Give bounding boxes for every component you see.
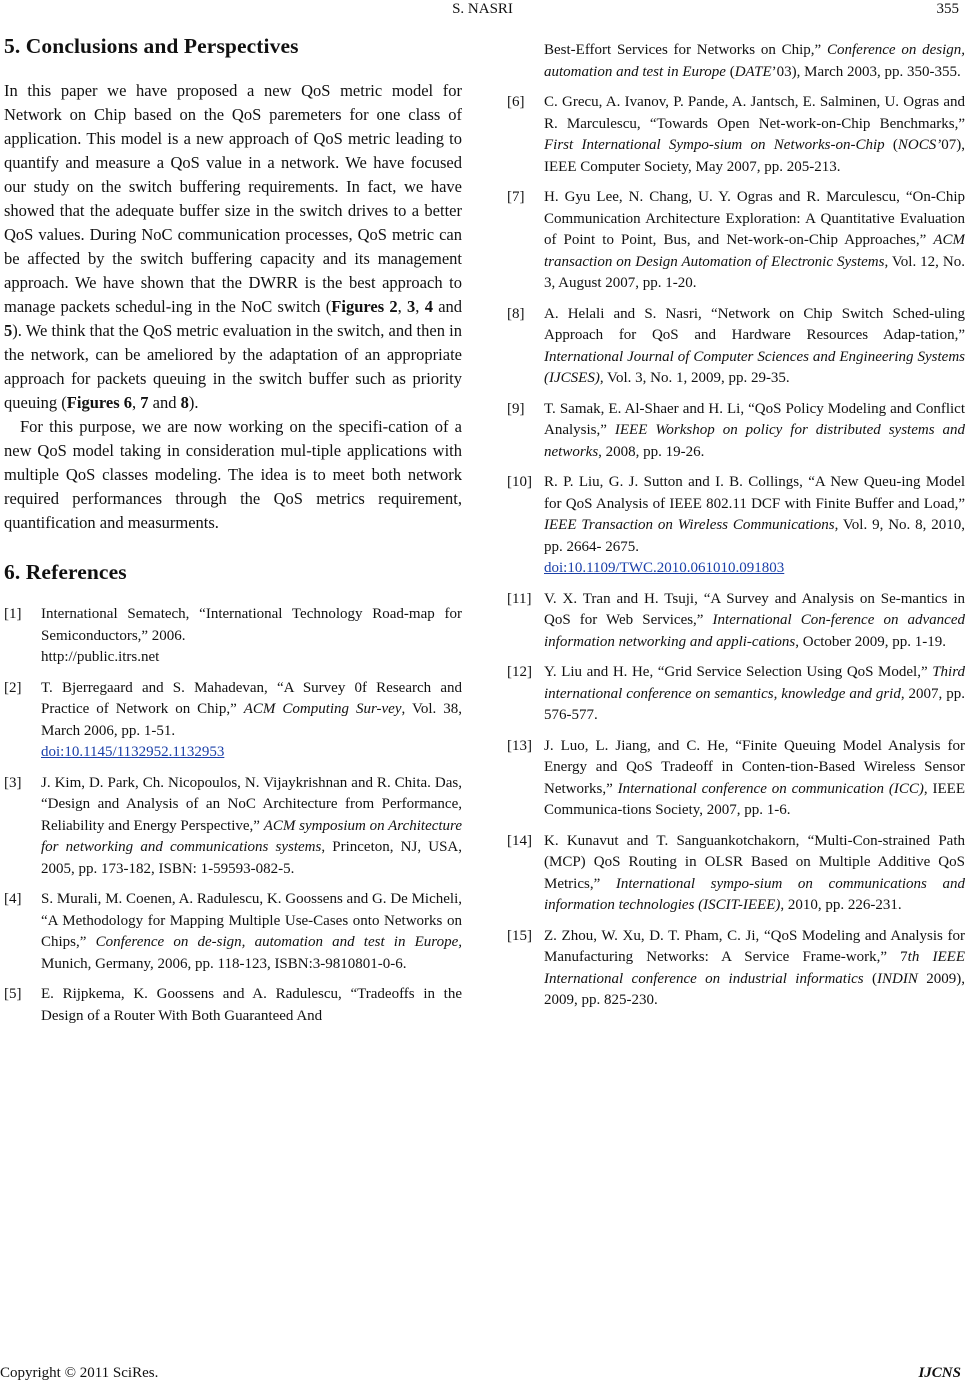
footer-copyright: Copyright © 2011 SciRes. (0, 1365, 159, 1381)
reference-text (41, 889, 462, 975)
text-run: , (132, 393, 141, 412)
reference-text (41, 984, 462, 1027)
text-run: Y. Liu and H. He, “Grid Service Selection Using QoS Model,” (544, 664, 933, 680)
text-run: , Vol. 9, No. 8, 2010, pp. 2664- 2675. (544, 517, 965, 555)
reference-number: [5] (4, 986, 22, 1002)
text-run: R. P. Liu, G. J. Sutton and I. B. Collings, “A New Queu-ing Model for QoS Analysis of IEEE 802.11 DCF with Finite Buffer and Load,” (544, 474, 965, 512)
reference-text (544, 926, 965, 1012)
text-run: NOCS’ (897, 137, 942, 153)
page-number: 355 (936, 1, 959, 17)
text-run: H. Gyu Lee, N. Chang, U. Y. Ogras and R. Marculescu, “On-Chip Communication Architecture Exploration: A Quantitative Evaluation of Point to Point, Bus, and Net-work-on-Chip Approaches,” (544, 189, 965, 248)
text-run: In this paper we have proposed a new QoS metric model for Network on Chip based on the QoS paremeters for one class of application. This model is a new approach of QoS metric leading to quantify and measure a QoS value in a network. We have focused our study on the switch buffering requirements. In fact, we have showed that the adequate buffer size in the switch drives to a better QoS values. During NoC communication processes, QoS metric can be affected by the switch buffering capacity and its management approach. We have shown that the DWRR is the best approach to manage packets schedul-ing in the NoC switch ( (4, 81, 462, 316)
text-run: 5 (4, 321, 13, 340)
reference-item (507, 736, 965, 822)
reference-number: [12] (507, 664, 532, 680)
reference-text (544, 187, 965, 295)
footer-journal: IJCNS (918, 1365, 961, 1381)
text-run: 07), IEEE Computer Society, May 2007, pp. 205-213. (544, 137, 965, 175)
text-run: For this purpose, we are now working on the specifi-cation of a new QoS model taking in consideration mul-tiple applications with multiple QoS classes modeling. The idea is to meet both network required performances through the QoS metrics requirement, quantification and measurments. (4, 417, 462, 532)
right-column (507, 40, 965, 1012)
reference-text (544, 831, 965, 917)
reference-text (544, 304, 965, 390)
text-run: T. Samak, E. Al-Shaer and H. Li, “QoS Policy Modeling and Conflict Analysis,” (544, 400, 965, 438)
text-run: Conference on design, automation and test in Europe (544, 42, 965, 80)
text-run: International Con-ference on advanced information networking and appli-cations (544, 612, 965, 650)
reference-item (4, 678, 462, 764)
reference-item (4, 889, 462, 975)
references-list-right (507, 40, 965, 1012)
text-run: T. Bjerregaard and S. Mahadevan, “A Survey 0f Research and Practice of Network on Chip,” (41, 679, 462, 717)
text-run: and (148, 393, 181, 412)
references-heading: 6. References (4, 560, 127, 584)
text-run: E. Rijpkema, K. Goossens and A. Radulescu, “Tradeoffs in the Design of a Router With Both Guaranteed And (41, 986, 462, 1024)
reference-text (544, 399, 965, 464)
text-run: and (432, 297, 463, 316)
references-list-left (4, 604, 462, 1027)
text-run: , (415, 297, 425, 316)
reference-item (507, 399, 965, 464)
reference-number: [11] (507, 590, 532, 607)
text-run: IEEE Workshop on policy for distributed systems and networks (544, 422, 965, 460)
reference-number: [3] (4, 774, 22, 791)
reference-item (507, 92, 965, 178)
conclusions-paragraph-1 (4, 79, 462, 415)
text-run: Figures 2 (331, 297, 398, 316)
text-run: Figures 6 (66, 393, 133, 412)
text-run: International Sematech, “International Technology Road-map for Semiconductors,” 2006. (41, 606, 462, 644)
reference-text (41, 773, 462, 881)
doi-link[interactable]: doi:10.1145/1132952.1132953 (41, 744, 225, 760)
reference-number: [9] (507, 400, 525, 417)
reference-item (4, 604, 462, 669)
reference-text (544, 472, 965, 558)
text-run: 3 (407, 297, 416, 316)
conclusions-paragraph-2 (4, 415, 462, 535)
reference-item (507, 187, 965, 295)
reference-text (544, 736, 965, 822)
conclusions-heading: 5. Conclusions and Perspectives (4, 34, 299, 58)
text-run: , October 2009, pp. 1-19. (795, 633, 947, 650)
reference-number: [8] (507, 305, 525, 322)
reference-number: [10] (507, 474, 532, 490)
reference-item (4, 984, 462, 1027)
text-run: 4 (424, 297, 433, 316)
text-run: , (397, 297, 408, 316)
reference-number: [1] (4, 606, 22, 622)
text-run: S. Murali, M. Coenen, A. Radulescu, K. Goossens and G. De Micheli, “A Methodology for Mapping Multiple Use-Cases onto Networks on Chips,” (41, 891, 462, 950)
reference-item (507, 40, 965, 83)
left-column (4, 34, 462, 1027)
text-run: Munich, Germany, 2006, pp. 118-123, ISBN:3-9810801-0-6. (41, 955, 407, 972)
text-run: A. Helali and S. Nasri, “Network on Chip Switch Sched-uling Approach for QoS and Hardware Resources Adap-tation,” (544, 305, 965, 343)
reference-item (4, 773, 462, 881)
text-run: ( (863, 970, 878, 987)
text-run: , Vol. 3, No. 1, 2009, pp. 29-35. (599, 370, 790, 386)
reference-number: [2] (4, 679, 22, 696)
text-run: C. Grecu, A. Ivanov, P. Pande, A. Jantsch, E. Salminen, U. Ogras and R. Marculescu, “Towards Open Net-work-on-Chip Benchmarks,” (544, 94, 965, 132)
text-run: ACM Computing Sur-vey (243, 701, 402, 717)
reference-text (41, 678, 462, 743)
text-run: ACM symposium on Architecture for networking and communications systems (41, 817, 462, 855)
text-run: , 2008, pp. 19-26. (598, 443, 705, 460)
text-run: , Princeton, NJ, USA, 2005, pp. 173-182, ISBN: 1-59593-082-5. (41, 839, 462, 877)
reference-item (507, 831, 965, 917)
text-run: J. Kim, D. Park, Ch. Nicopoulos, N. Vijaykrishnan and R. Chita. Das, “Design and Analysis of an NoC Architecture from Performance, Reliability and Energy Perspective,” (41, 774, 462, 834)
running-header-author: S. NASRI (452, 1, 513, 17)
text-run: th IEEE International conference on industrial informatics (544, 949, 965, 987)
text-run: Z. Zhou, W. Xu, D. T. Pham, C. Ji, “QoS Modeling and Analysis for Manufacturing Networks: A Service Frame-work,” 7 (544, 927, 965, 965)
text-run: ( (884, 137, 898, 153)
reference-text (544, 92, 965, 178)
reference-number: [14] (507, 832, 532, 849)
text-run: 7 (140, 393, 149, 412)
doi-link[interactable]: doi:10.1109/TWC.2010.061010.091803 (544, 560, 785, 576)
reference-item (507, 662, 965, 727)
text-run: INDIN (877, 970, 918, 987)
text-run: ( (725, 63, 735, 80)
text-run: , 2007, pp. 576-577. (544, 685, 965, 723)
reference-text (544, 662, 965, 727)
text-run: Conference on de-sign, automation and test in Europe, (95, 934, 462, 950)
text-run: J. Luo, L. Jiang, and C. He, “Finite Queuing Model Analysis for Energy and QoS Tradeoff in Conten-tion-Based Wireless Sensor Networks,” (544, 737, 965, 797)
text-run: V. X. Tran and H. Tsuji, “A Survey and Analysis on Se-mantics in QoS for Web Services,” (544, 590, 965, 628)
reference-text (544, 40, 965, 83)
reference-number: [13] (507, 737, 532, 754)
reference-item (507, 472, 965, 580)
reference-number: [7] (507, 189, 525, 205)
text-run: International Journal of Computer Sciences and Engineering Systems (IJCSES) (544, 348, 965, 386)
text-run: International conference on communication (ICC) (617, 780, 924, 797)
text-run: K. Kunavut and T. Sanguankotchakorn, “Multi-Con-strained Path (MCP) QoS Routing in OLSR Based on Multiple Additive QoS Metrics,” (544, 832, 965, 892)
text-run: , Vol. 38, March 2006, pp. 1-51. (41, 701, 463, 739)
text-run: ). (188, 393, 199, 412)
text-run: International sympo-sium on communications and information technologies (ISCIT-IEEE) (544, 875, 965, 913)
reference-item (507, 926, 965, 1012)
reference-item (507, 589, 965, 654)
text-run: , 2010, pp. 226-231. (780, 897, 902, 913)
text-run: , IEEE Communica-tions Society, 2007, pp. 1-6. (544, 780, 965, 818)
text-run: ’03), March 2003, pp. 350-355. (771, 63, 961, 80)
text-run: , Vol. 12, No. 3, August 2007, pp. 1-20. (544, 253, 965, 291)
reference-number: [4] (4, 891, 22, 907)
text-run: 2009), 2009, pp. 825-230. (544, 970, 965, 1008)
text-run: 8 (180, 393, 189, 412)
reference-number: [6] (507, 94, 525, 110)
reference-item (507, 304, 965, 390)
reference-text (41, 604, 462, 647)
reference-text (544, 589, 965, 654)
text-run: ). We think that the QoS metric evaluation in the switch, and then in the network, can be ameliored by the adaptation of an appropriate approach for packets queuing in the switch buffer such as priority queuing ( (4, 321, 462, 412)
reference-number: [15] (507, 927, 532, 944)
text-run: Third international conference on semantics, knowledge and grid (544, 664, 965, 702)
text-run: First International Sympo-sium on Networks-on-Chip (544, 137, 885, 153)
text-run: Best-Effort Services for Networks on Chip,” (544, 42, 827, 58)
text-run: DATE (734, 63, 772, 80)
reference-url: http://public.itrs.net (41, 649, 160, 665)
text-run: ACM transaction on Design Automation of Electronic Systems (544, 232, 965, 270)
text-run: IEEE Transaction on Wireless Communications (544, 517, 835, 533)
